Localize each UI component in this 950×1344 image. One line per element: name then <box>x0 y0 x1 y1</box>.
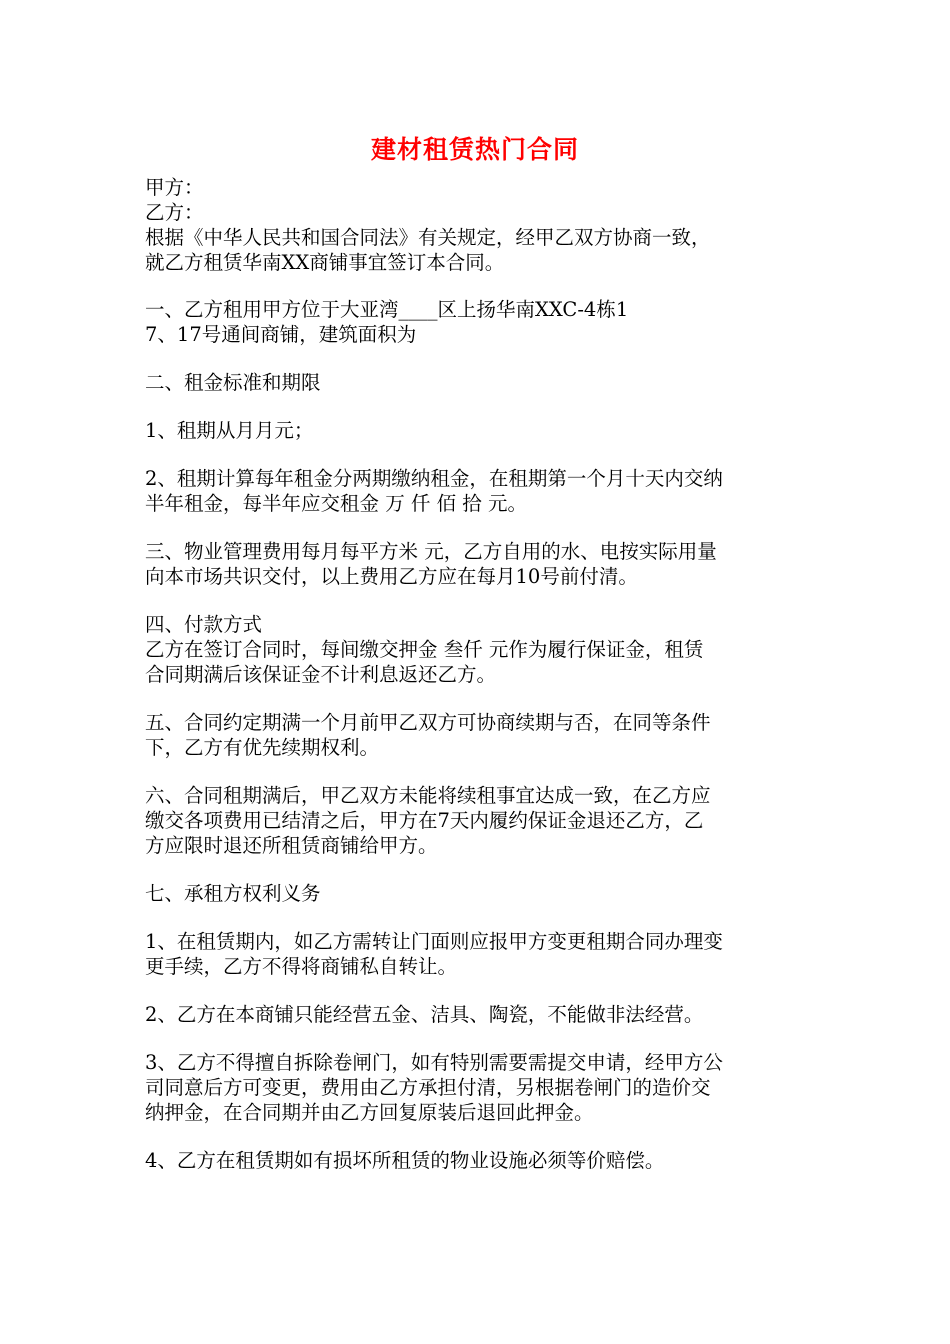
clause-3-line-2: 向本市场共识交付，以上费用乙方应在每月10号前付清。 <box>145 565 638 588</box>
clause-7-item-3-line-3: 纳押金，在合同期并由乙方回复原装后退回此押金。 <box>145 1101 594 1124</box>
clause-7-heading: 七、承租方权利义务 <box>145 882 321 905</box>
clause-4-line-1: 乙方在签订合同时，每间缴交押金 叁仟 元作为履行保证金，租赁 <box>145 638 704 661</box>
preamble-line-1: 根据《中华人民共和国合同法》有关规定，经甲乙双方协商一致， <box>145 226 711 249</box>
clause-7-item-1-line-1: 1、在租赁期内，如乙方需转让门面则应报甲方变更租期合同办理变 <box>145 930 723 953</box>
party-a-line: 甲方： <box>145 176 204 199</box>
clause-1-line-1: 一、乙方租用甲方位于大亚湾____区上扬华南XXC-4栋1 <box>145 298 629 321</box>
clause-4-line-2: 合同期满后该保证金不计利息返还乙方。 <box>145 663 497 686</box>
preamble-line-2: 就乙方租赁华南XX商铺事宜签订本合同。 <box>145 251 505 274</box>
clause-4-heading: 四、付款方式 <box>145 613 263 636</box>
document-body <box>145 175 815 1173</box>
clause-2-item-2-line-1: 2、租期计算每年租金分两期缴纳租金，在租期第一个月十天内交纳 <box>145 467 723 490</box>
clause-1-line-2: 7、17号通间商铺，建筑面积为 <box>145 323 417 346</box>
clause-2-item-2-line-2: 半年租金，每半年应交租金 万 仟 佰 拾 元。 <box>145 492 527 515</box>
clause-6-line-3: 方应限时退还所租赁商铺给甲方。 <box>145 834 438 857</box>
clause-6-line-1: 六、合同租期满后，甲乙双方未能将续租事宜达成一致，在乙方应 <box>145 784 711 807</box>
clause-7-item-2: 2、乙方在本商铺只能经营五金、洁具、陶瓷，不能做非法经营。 <box>145 1003 704 1026</box>
clause-7-item-1-line-2: 更手续，乙方不得将商铺私自转让。 <box>145 955 458 978</box>
clause-7-item-3-line-2: 司同意后方可变更，费用由乙方承担付清，另根据卷闸门的造价交 <box>145 1076 711 1099</box>
clause-2-item-1: 1、租期从月月元； <box>145 419 314 442</box>
clause-5-line-1: 五、合同约定期满一个月前甲乙双方可协商续期与否，在同等条件 <box>145 711 711 734</box>
document-title: 建材租赁热门合同 <box>370 135 579 164</box>
clause-6-line-2: 缴交各项费用已结清之后，甲方在7天内履约保证金退还乙方，乙 <box>145 809 704 832</box>
party-b-line: 乙方： <box>145 201 204 224</box>
clause-7-item-4: 4、乙方在租赁期如有损坏所租赁的物业设施必须等价赔偿。 <box>145 1149 665 1172</box>
clause-5-line-2: 下，乙方有优先续期权利。 <box>145 736 380 759</box>
clause-3-line-1: 三、物业管理费用每月每平方米 元，乙方自用的水、电按实际用量 <box>145 540 717 563</box>
clause-7-item-3-line-1: 3、乙方不得擅自拆除卷闸门，如有特别需要需提交申请，经甲方公 <box>145 1051 723 1074</box>
clause-2-heading: 二、租金标准和期限 <box>145 371 321 394</box>
